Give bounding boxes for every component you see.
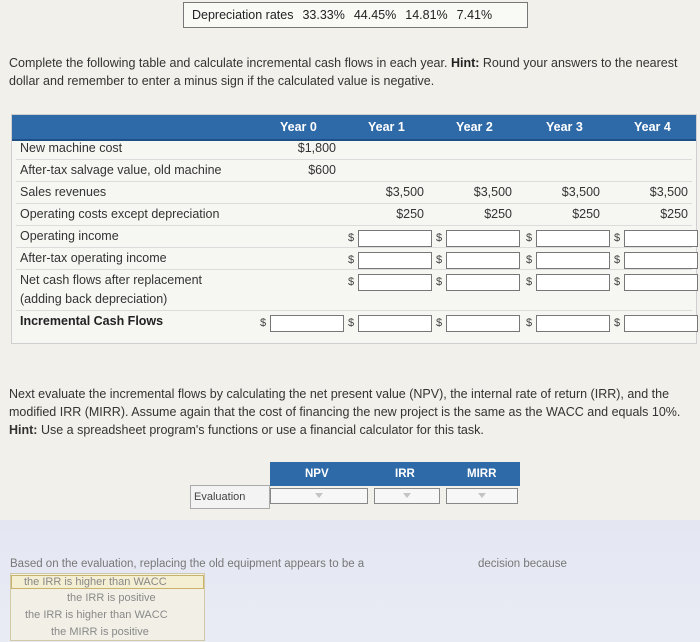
row-label-new-machine-cost: New machine cost [20, 141, 123, 155]
dropdown-option[interactable]: the IRR is higher than WACC [25, 609, 168, 621]
header-npv: NPV [305, 468, 329, 480]
evaluation-instructions: Next evaluate the incremental flows by calculating the net present value (NPV), the internal rate of return (IRR), and the modified IRR (MIRR). Assume again that the cost of financing the new project is the same as the WACC and equals 10%. Hint: Use a spreadsheet program's functions or use a financial calculator for this task. [9, 387, 681, 437]
conclusion-text-before: Based on the evaluation, replacing the old equipment appears to be a [10, 558, 365, 570]
irr-select[interactable] [374, 488, 440, 504]
net-cash-flow-year4-input[interactable] [624, 274, 698, 291]
dollar-sign: $ [436, 276, 443, 288]
operating-income-year2-input[interactable] [446, 230, 520, 247]
depreciation-rate: 14.81% [405, 8, 448, 22]
dollar-sign: $ [526, 276, 533, 288]
header-irr: IRR [395, 468, 415, 480]
header-mirr: MIRR [467, 468, 497, 480]
evaluation-header [270, 462, 520, 486]
row-divider [16, 269, 692, 270]
row-label-operating-costs: Operating costs except depreciation [20, 207, 220, 221]
dollar-sign: $ [260, 317, 267, 329]
row-divider [16, 159, 692, 160]
row-label-operating-income: Operating income [20, 229, 119, 243]
row-divider [16, 310, 692, 311]
net-cash-flow-year2-input[interactable] [446, 274, 520, 291]
row-label-after-tax-operating-income: After-tax operating income [20, 251, 167, 265]
chevron-down-icon [478, 493, 486, 498]
depreciation-rate: 44.45% [353, 8, 397, 22]
row-label-incremental-cash-flows: Incremental Cash Flows [20, 314, 164, 328]
npv-select[interactable] [270, 488, 368, 504]
row-label-net-cash-flows: Net cash flows after replacement [20, 273, 203, 287]
sales-year3: $3,500 [561, 185, 600, 199]
net-cash-flow-year3-input[interactable] [536, 274, 610, 291]
depreciation-rate: 7.41% [456, 8, 493, 22]
hint-label: Hint: [9, 423, 38, 437]
after-tax-income-year1-input[interactable] [358, 252, 432, 269]
dollar-sign: $ [436, 254, 443, 266]
dollar-sign: $ [436, 317, 443, 329]
row-divider [16, 203, 692, 204]
incremental-cf-year0-input[interactable] [270, 315, 344, 332]
row-divider [16, 225, 692, 226]
cash-flow-table [11, 114, 697, 344]
opcost-year1: $250 [396, 207, 424, 221]
dollar-sign: $ [614, 276, 621, 288]
sales-year1: $3,500 [385, 185, 424, 199]
opcost-year4: $250 [660, 207, 688, 221]
table-header [12, 115, 696, 141]
after-tax-income-year3-input[interactable] [536, 252, 610, 269]
dollar-sign: $ [614, 317, 621, 329]
header-year-2: Year 2 [456, 120, 493, 134]
row-label-net-cash-flows-note: (adding back depreciation) [20, 292, 168, 306]
hint-label: Hint: [450, 56, 480, 70]
new-machine-cost-year0: $1,800 [297, 141, 336, 155]
chevron-down-icon [315, 493, 323, 498]
row-divider [16, 247, 692, 248]
opcost-year3: $250 [572, 207, 600, 221]
dropdown-option[interactable]: the IRR is positive [67, 592, 156, 604]
depreciation-rates-box [183, 2, 528, 28]
incremental-cf-year4-input[interactable] [624, 315, 698, 332]
dropdown-option[interactable]: the IRR is higher than WACC [11, 575, 204, 589]
depreciation-rate: 33.33% [302, 8, 345, 22]
sales-year2: $3,500 [473, 185, 512, 199]
instructions-text: Complete the following table and calculate incremental cash flows in each year. Hint: Round your answers to the nearest dollar and remember to enter a minus sign if the calculated value is negative. [9, 56, 678, 88]
conclusion-text-after: decision because [478, 558, 567, 570]
dollar-sign: $ [526, 232, 533, 244]
after-tax-income-year2-input[interactable] [446, 252, 520, 269]
dropdown-option[interactable]: the MIRR is positive [51, 626, 149, 638]
operating-income-year1-input[interactable] [358, 230, 432, 247]
row-divider [16, 181, 692, 182]
depreciation-label: Depreciation rates [192, 8, 294, 22]
incremental-cf-year3-input[interactable] [536, 315, 610, 332]
incremental-cf-year1-input[interactable] [358, 315, 432, 332]
row-label-sales-revenues: Sales revenues [20, 185, 107, 199]
chevron-down-icon [403, 493, 411, 498]
salvage-year0: $600 [308, 163, 336, 177]
dollar-sign: $ [614, 232, 621, 244]
dollar-sign: $ [436, 232, 443, 244]
dollar-sign: $ [614, 254, 621, 266]
header-year-4: Year 4 [634, 120, 671, 134]
evaluation-row-label: Evaluation [190, 485, 270, 509]
row-label-after-tax-salvage: After-tax salvage value, old machine [20, 163, 222, 177]
dollar-sign: $ [348, 276, 355, 288]
dollar-sign: $ [348, 317, 355, 329]
operating-income-year3-input[interactable] [536, 230, 610, 247]
after-tax-income-year4-input[interactable] [624, 252, 698, 269]
header-year-3: Year 3 [546, 120, 583, 134]
opcost-year2: $250 [484, 207, 512, 221]
header-year-0: Year 0 [280, 120, 317, 134]
mirr-select[interactable] [446, 488, 518, 504]
header-year-1: Year 1 [368, 120, 405, 134]
operating-income-year4-input[interactable] [624, 230, 698, 247]
reason-dropdown[interactable] [10, 573, 205, 641]
incremental-cf-year2-input[interactable] [446, 315, 520, 332]
dollar-sign: $ [348, 254, 355, 266]
net-cash-flow-year1-input[interactable] [358, 274, 432, 291]
dollar-sign: $ [348, 232, 355, 244]
dollar-sign: $ [526, 317, 533, 329]
sales-year4: $3,500 [649, 185, 688, 199]
dollar-sign: $ [526, 254, 533, 266]
